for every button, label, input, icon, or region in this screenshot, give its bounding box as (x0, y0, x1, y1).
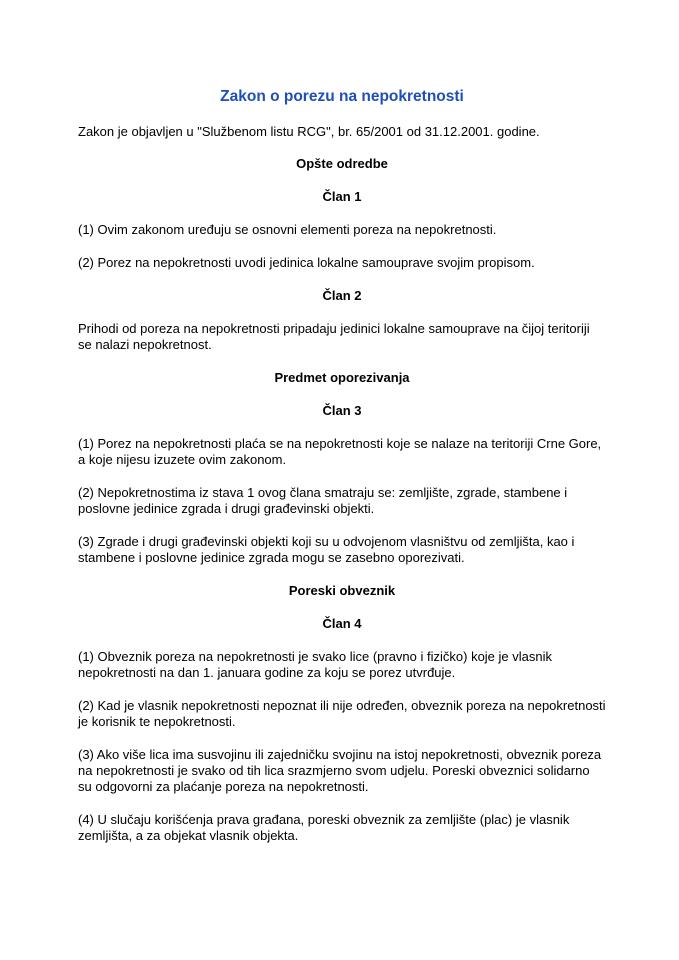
article-3-paragraph-3: (3) Zgrade i drugi građevinski objekti koji su u odvojenom vlasništvu od zemljišta, kao i stambene i poslovne jedinice zgrada mogu se zasebno oporezivati. (78, 534, 575, 565)
article-3-paragraph-2: (2) Nepokretnostima iz stava 1 ovog člana smatraju se: zemljište, zgrade, stambene i poslovne jedinice zgrada i drugi građevinski objekti. (78, 485, 568, 516)
article-4-paragraph-4: (4) U slučaju korišćenja prava građana, poreski obveznik za zemljište (plac) je vlasnik zemljišta, a za objekat vlasnik objekta. (78, 812, 570, 843)
article-4-heading: Član 4 (322, 616, 362, 631)
publication-note: Zakon je objavljen u "Službenom listu RCG", br. 65/2001 od 31.12.2001. godine. (78, 124, 540, 139)
article-3-heading: Član 3 (322, 403, 362, 418)
article-2-paragraph-1: Prihodi od poreza na nepokretnosti pripadaju jedinici lokalne samouprave na čijoj teritoriji se nalazi nepokretnost. (78, 321, 590, 352)
section-heading-general-provisions: Opšte odredbe (296, 156, 388, 171)
document-title: Zakon o porezu na nepokretnosti (220, 88, 464, 105)
article-1-paragraph-2: (2) Porez na nepokretnosti uvodi jedinica lokalne samouprave svojim propisom. (78, 255, 535, 270)
article-4-paragraph-3: (3) Ako više lica ima susvojinu ili zajedničku svojinu na istoj nepokretnosti, obveznik poreza na nepokretnosti je svako od tih lica srazmjerno svom udjelu. Poreski obveznici solidarno su odgovorni za plaćanje poreza na nepokretnosti. (78, 747, 602, 794)
section-heading-taxation-subject: Predmet oporezivanja (274, 370, 410, 385)
document-content (78, 87, 606, 861)
article-1-paragraph-1: (1) Ovim zakonom uređuju se osnovni elementi poreza na nepokretnosti. (78, 222, 497, 237)
article-3-paragraph-1: (1) Porez na nepokretnosti plaća se na nepokretnosti koje se nalaze na teritoriji Crne Gore, a koje nijesu izuzete ovim zakonom. (78, 436, 602, 467)
article-4-paragraph-1: (1) Obveznik poreza na nepokretnosti je svako lice (pravno i fizičko) koje je vlasnik nepokretnosti na dan 1. januara godine za koju se porez utvrđuje. (78, 649, 552, 680)
section-heading-taxpayer: Poreski obveznik (288, 583, 396, 598)
article-2-heading: Član 2 (322, 288, 362, 303)
article-4-paragraph-2: (2) Kad je vlasnik nepokretnosti nepoznat ili nije određen, obveznik poreza na nepokretnosti je korisnik te nepokretnosti. (78, 698, 606, 729)
article-1-heading: Član 1 (322, 189, 362, 204)
